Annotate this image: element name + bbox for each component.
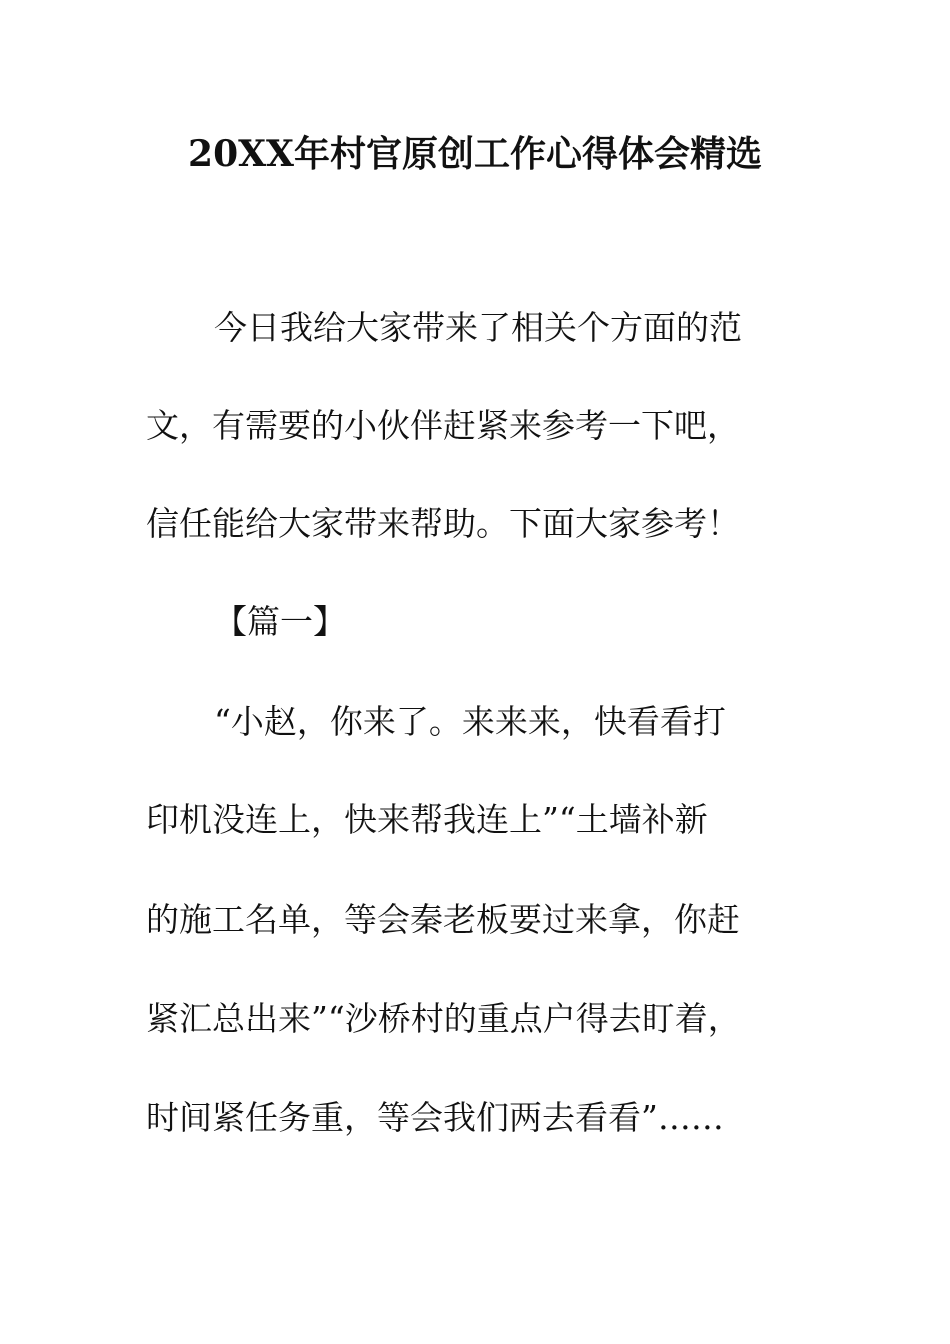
paragraph-line-6: 的施工名单，等会秦老板要过来拿，你赶 (146, 900, 740, 939)
paragraph-line-5: 印机没连上，快来帮我连上”“土墙补新 (146, 800, 708, 839)
paragraph-line-3: 信任能给大家带来帮助。下面大家参考！ (146, 504, 740, 543)
document-title: 20XX年村官原创工作心得体会精选 (188, 133, 762, 175)
paragraph-line-8: 时间紧任务重，等会我们两去看看”…… (146, 1098, 724, 1137)
paragraph-line-2: 文，有需要的小伙伴赶紧来参考一下吧， (146, 406, 740, 445)
paragraph-line-1: 今日我给大家带来了相关个方面的范 (214, 308, 742, 347)
section-heading: 【篇一】 (214, 602, 346, 641)
paragraph-line-7: 紧汇总出来”“沙桥村的重点户得去盯着， (146, 999, 741, 1038)
paragraph-line-4: “小赵，你来了。来来来，快看看打 (214, 702, 726, 741)
